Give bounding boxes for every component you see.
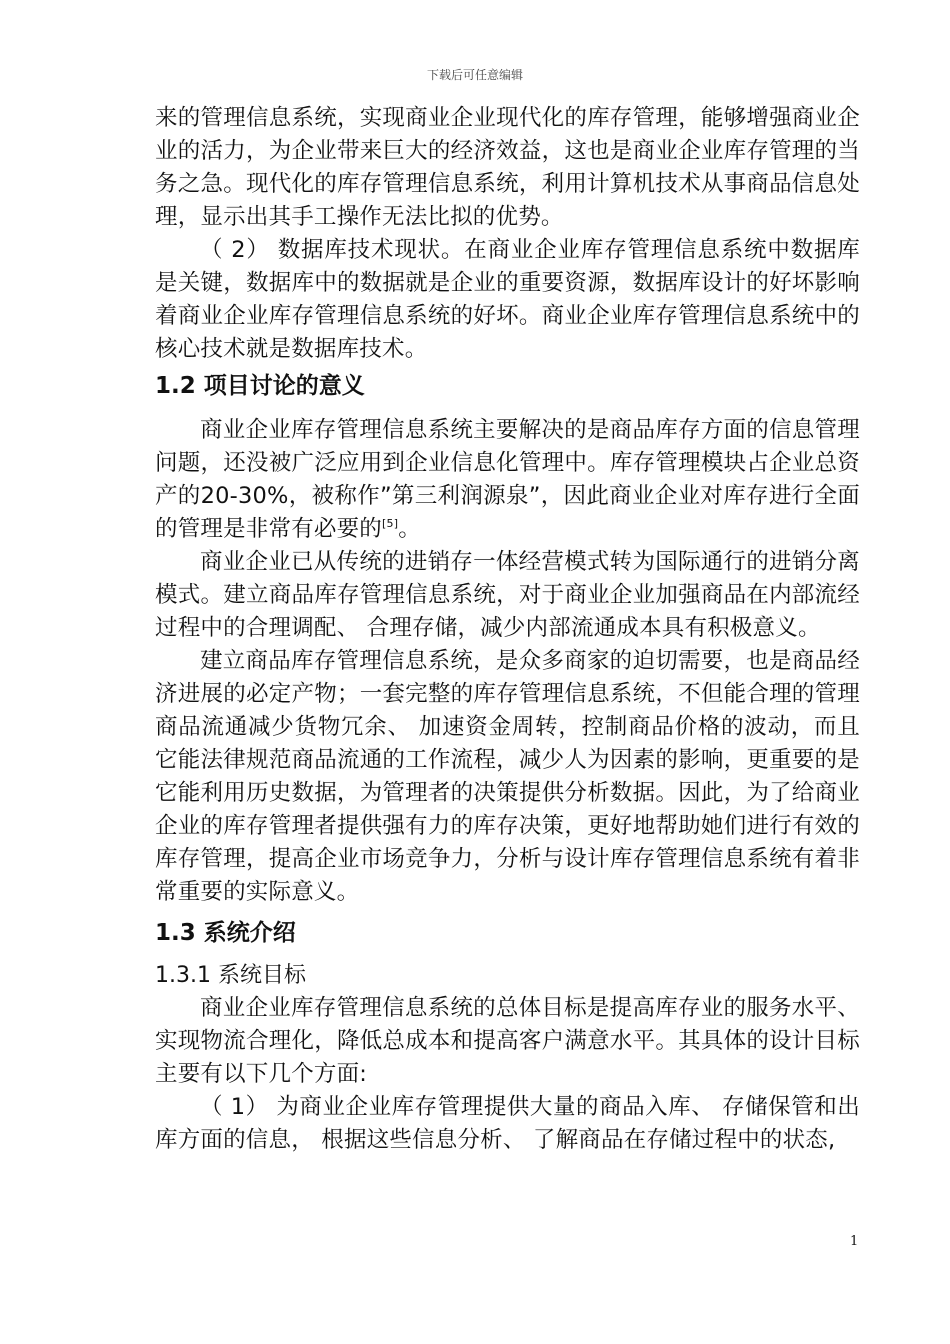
paragraph-goal-item-1: （ 1） 为商业企业库存管理提供大量的商品入库、 存储保管和出库方面的信息， 根据这些信息分析、 了解商品在存储过程中的状态,	[155, 1094, 860, 1153]
paragraph-system-need: 建立商品库存管理信息系统，是众多商家的迫切需要，也是商品经济进展的必定产物；一套完整的库存管理信息系统，不但能合理的管理商品流通减少货物冗余、 加速资金周转，控制商品价格的波动，而且它能法律规范商品流通的工作流程，减少人为因素的影响，更重要的是它能利用历史数据，为管理者的决策提供分析数据。因此，为了给商业企业的库存管理者提供强有力的库存决策，更好地帮助她们进行有效的库存管理，提高企业市场竞争力，分析与设计库存管理信息系统有着非常重要的实际意义。	[155, 648, 860, 905]
paragraph-system-goal: 商业企业库存管理信息系统的总体目标是提高库存业的服务水平、 实现物流合理化，降低总成本和提高客户满意水平。其具体的设计目标主要有以下几个方面:	[155, 995, 860, 1087]
paragraph-intro: 来的管理信息系统，实现商业企业现代化的库存管理，能够增强商业企业的活力，为企业带来巨大的经济效益，这也是商业企业库存管理的当务之急。现代化的库存管理信息系统，利用计算机技术从事商品信息处理，显示出其手工操作无法比拟的优势。	[155, 105, 860, 230]
page-number: 1	[850, 1234, 859, 1249]
paragraph-significance	[155, 414, 860, 546]
paragraph-database-status: （ 2） 数据库技术现状。在商业企业库存管理信息系统中数据库是关键，数据库中的数据就是企业的重要资源，数据库设计的好坏影响着商业企业库存管理信息系统的好坏。商业企业库存管理信息系统中的核心技术就是数据库技术。	[155, 237, 860, 362]
section-heading-1-2: 1.2 项目讨论的意义	[155, 373, 365, 399]
section-heading-1-3: 1.3 系统介绍	[155, 920, 296, 946]
document-body	[155, 102, 860, 1157]
citation-ref: [5]	[382, 517, 399, 530]
paragraph-business-model: 商业企业已从传统的进销存一体经营模式转为国际通行的进销分离模式。建立商品库存管理信息系统，对于商业企业加强商品在内部流经过程中的合理调配、 合理存储，减少内部流通成本具有积极意义。	[155, 549, 860, 641]
paragraph-significance-text: 商业企业库存管理信息系统主要解决的是商品库存方面的信息管理问题，还没被广泛应用到企业信息化管理中。库存管理模块占企业总资产的20-30%，被称作”第三利润源泉”，因此商业企业对库存进行全面的管理是非常有必要的	[155, 417, 860, 542]
subsection-heading-1-3-1: 1.3.1 系统目标	[155, 963, 306, 988]
paragraph-significance-end: 。	[398, 516, 421, 542]
page-header: 下载后可任意编辑	[426, 68, 523, 82]
